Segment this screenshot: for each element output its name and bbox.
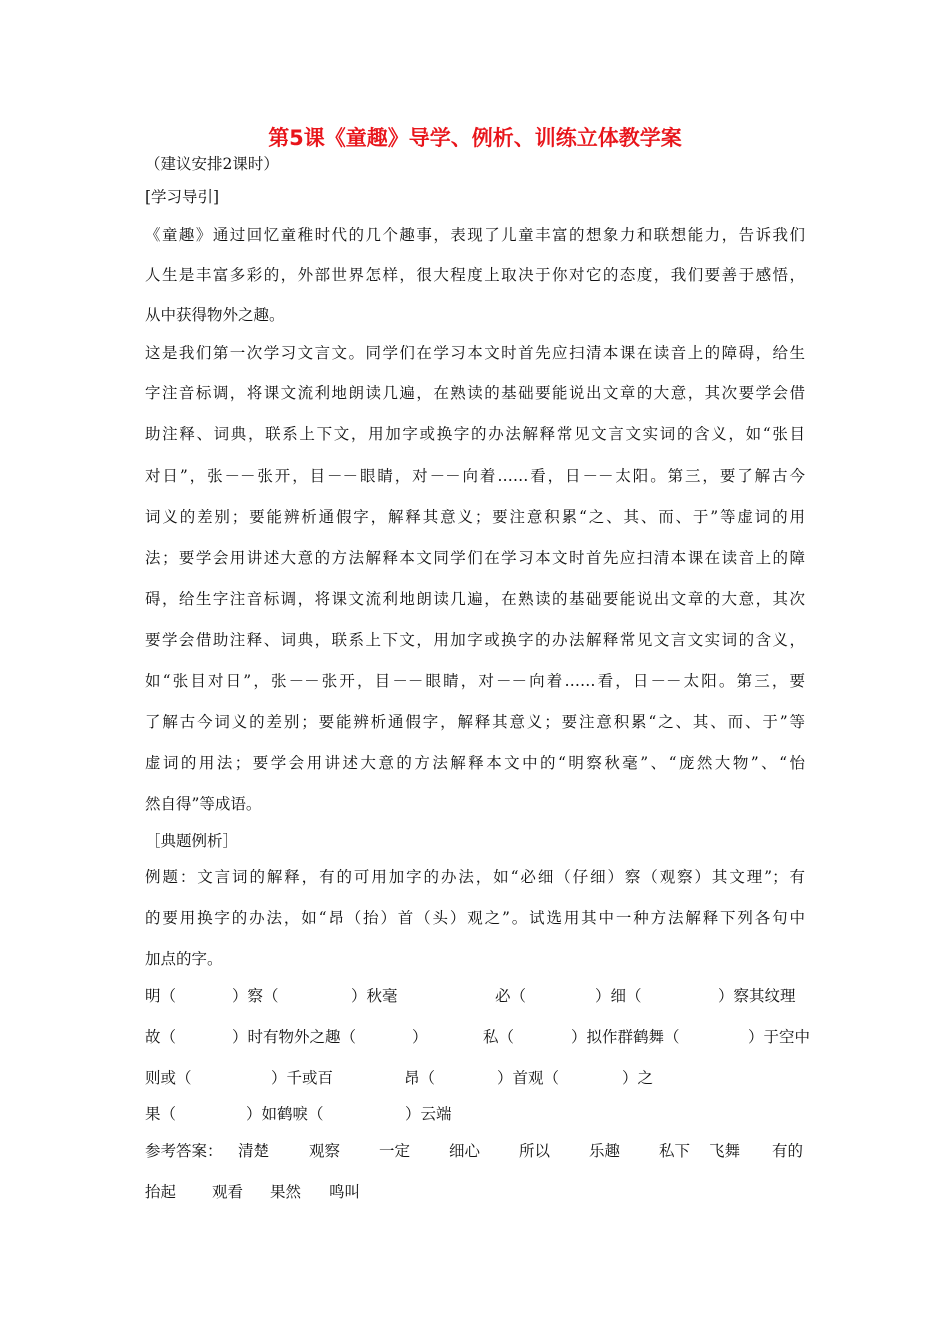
answer-item: 有的: [772, 1142, 804, 1160]
text-line: 助注释、词典，联系上下文，用加字或换字的办法解释常见文言文实词的含义，如“张目: [145, 425, 805, 443]
exercise-item: ）于空中: [748, 1028, 811, 1046]
exercise-item: ）如鹤唳（: [246, 1105, 324, 1123]
answer-item: 所以: [519, 1142, 551, 1160]
answer-item: 抬起: [145, 1183, 177, 1201]
exercise-item: 昂（: [404, 1069, 436, 1087]
answer-item: 鸣叫: [329, 1183, 361, 1201]
answer-item: 私下: [659, 1142, 691, 1160]
answer-item: 乐趣: [589, 1142, 621, 1160]
exercise-item: ）: [412, 1028, 428, 1046]
text-line: 词义的差别；要能辨析通假字，解释其意义；要注意积累“之、其、而、于”等虚词的用: [145, 508, 805, 526]
exercise-item: ）拟作群鹤舞（: [571, 1028, 680, 1046]
text-line: 要学会借助注释、词典，联系上下文，用加字或换字的办法解释常见文言文实词的含义，: [145, 631, 805, 649]
answer-item: 果然: [270, 1183, 302, 1201]
text-line: 人生是丰富多彩的，外部世界怎样，很大程度上取决于你对它的态度，我们要善于感悟，: [145, 266, 805, 284]
text-line: 例题：文言词的解释，有的可用加字的办法，如“必细（仔细）察（观察）其文理”；有: [145, 868, 805, 886]
exercise-item: ）之: [622, 1069, 654, 1087]
text-line: 的要用换字的办法，如“昂（抬）首（头）观之”。试选用其中一种方法解释下列各句中: [145, 909, 805, 927]
text-line: 法；要学会用讲述大意的方法解释本文同学们在学习本文时首先应扫清本课在读音上的障: [145, 549, 805, 567]
exercise-item: ）时有物外之趣（: [232, 1028, 357, 1046]
text-line: 《童趣》通过回忆童稚时代的几个趣事，表现了儿童丰富的想象力和联想能力，告诉我们: [145, 226, 805, 244]
page-title: 第5课《童趣》导学、例析、训练立体教学案: [268, 126, 682, 150]
section-heading-guide: [学习导引]: [145, 188, 220, 206]
text-line: 如“张目对日”，张－－张开，目－－眼睛，对－－向着……看，日－－太阳。第三，要: [145, 672, 805, 690]
exercise-item: 故（: [145, 1028, 177, 1046]
text-line: 字注音标调，将课文流利地朗读几遍，在熟读的基础要能说出文章的大意，其次要学会借: [145, 384, 805, 402]
answers-label: 参考答案：: [145, 1142, 223, 1160]
exercise-item: ）秋毫: [351, 987, 398, 1005]
answer-item: 观看: [212, 1183, 244, 1201]
answer-item: 飞舞: [709, 1142, 741, 1160]
exercise-item: 果（: [145, 1105, 177, 1123]
text-line: 这是我们第一次学习文言文。同学们在学习本文时首先应扫清本课在读音上的障碍，给生: [145, 344, 805, 362]
text-line: 从中获得物外之趣。: [145, 306, 285, 324]
text-line: 虚词的用法；要学会用讲述大意的方法解释本文中的“明察秋毫”、“庞然大物”、“怡: [145, 754, 805, 772]
exercise-item: 必（: [495, 987, 527, 1005]
exercise-item: ）察其纹理: [718, 987, 796, 1005]
exercise-item: 则或（: [145, 1069, 192, 1087]
exercise-item: ）细（: [595, 987, 642, 1005]
subtitle: （建议安排2课时）: [145, 155, 279, 173]
text-line: 了解古今词义的差别；要能辨析通假字，解释其意义；要注意积累“之、其、而、于”等: [145, 713, 805, 731]
answer-item: 观察: [309, 1142, 341, 1160]
exercise-item: 明（: [145, 987, 177, 1005]
section-heading-example: ［典题例析］: [145, 832, 239, 850]
text-line: 对日”，张－－张开，目－－眼睛，对－－向着……看，日－－太阳。第三，要了解古今: [145, 467, 805, 485]
text-line: 然自得”等成语。: [145, 795, 262, 813]
exercise-item: ）察（: [232, 987, 279, 1005]
exercise-item: ）云端: [405, 1105, 452, 1123]
exercise-item: ）首观（: [497, 1069, 560, 1087]
answer-item: 清楚: [238, 1142, 270, 1160]
answer-item: 一定: [379, 1142, 411, 1160]
answer-item: 细心: [449, 1142, 481, 1160]
exercise-item: 私（: [483, 1028, 515, 1046]
text-line: 碍，给生字注音标调，将课文流利地朗读几遍，在熟读的基础要能说出文章的大意，其次: [145, 590, 805, 608]
exercise-item: ）千或百: [271, 1069, 334, 1087]
text-line: 加点的字。: [145, 950, 223, 968]
